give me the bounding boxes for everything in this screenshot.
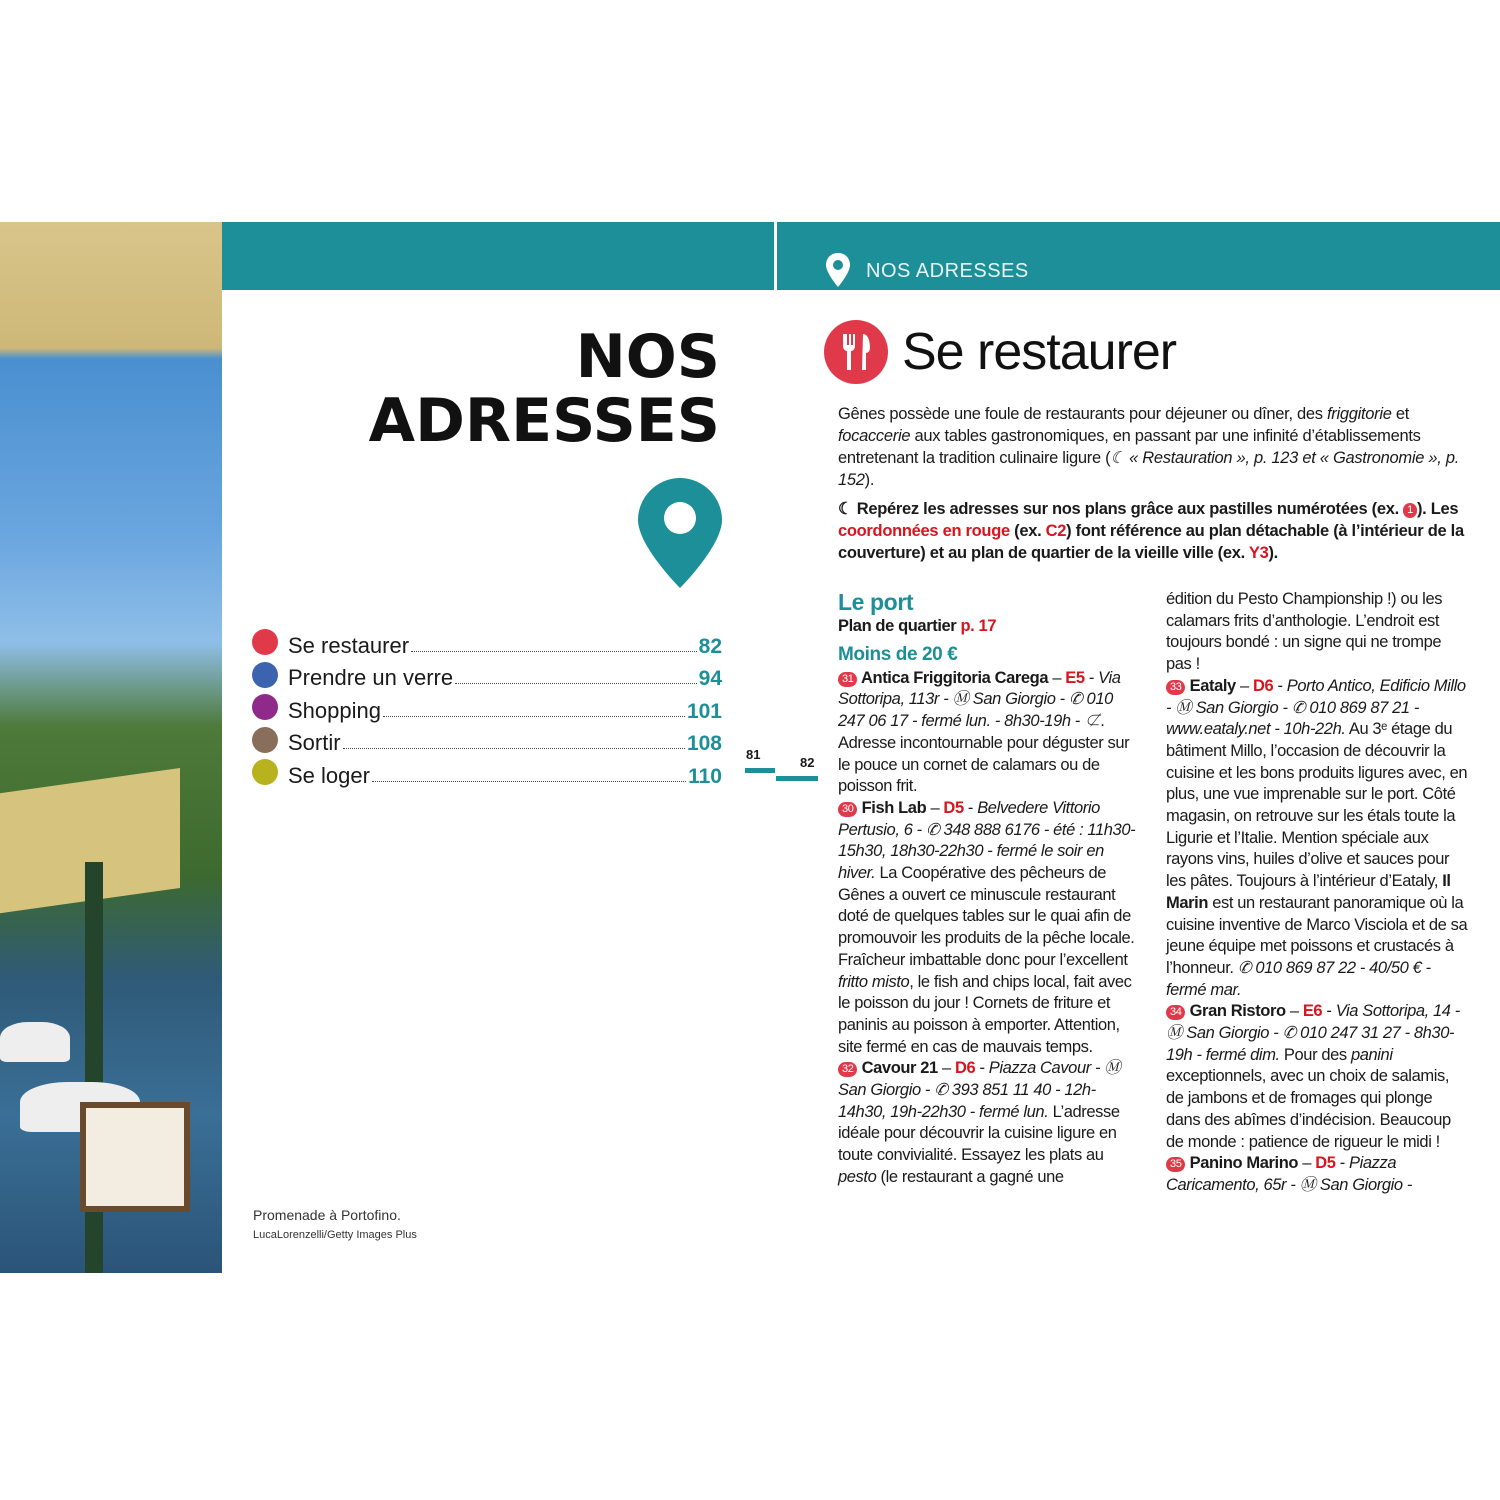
text-run: focaccerie xyxy=(838,427,911,445)
text-run: - xyxy=(1084,668,1099,687)
map-coordinate: D6 xyxy=(954,1059,976,1078)
paragraph xyxy=(838,1058,1138,1188)
paragraph xyxy=(838,588,1138,616)
text-run: panini xyxy=(1350,1045,1393,1064)
text-run: ). xyxy=(1268,544,1278,562)
map-pin-icon xyxy=(638,478,722,588)
text-run: ✆ 010 869 87 22 - 40/50 € - fermé mar. xyxy=(1166,958,1431,999)
text-run: – xyxy=(1048,668,1066,687)
paragraph xyxy=(838,798,1138,1058)
paragraph xyxy=(1166,676,1470,1002)
leader-dots xyxy=(411,651,697,652)
toc-page: 101 xyxy=(686,699,722,723)
text-run: – xyxy=(937,1059,955,1078)
toc-page: 108 xyxy=(686,732,722,755)
address-number-badge: 30 xyxy=(838,802,857,817)
leader-dots xyxy=(343,748,685,749)
paragraph xyxy=(838,403,1478,491)
page-marker xyxy=(776,776,818,781)
text-run: - xyxy=(975,1059,989,1078)
theater-mask-icon xyxy=(252,727,278,753)
page-number: 81 xyxy=(746,747,761,762)
text-run: ). Les xyxy=(1416,500,1459,518)
map-coordinate: C2 xyxy=(1045,522,1067,540)
fork-knife-icon xyxy=(252,629,278,655)
map-coordinate: D6 xyxy=(1253,676,1274,695)
text-run: Via Sottoripa, 113r - Ⓜ San Giorgio - ✆ 010 247 06 17 - fermé lun. - 8h30-19h - ⊄ xyxy=(838,668,1121,731)
address-number-badge: 1 xyxy=(1403,503,1417,518)
text-run: Au 3ᵉ étage du bâtiment Millo, l’occasion de découvrir la cuisine et les bons produits ligures avec, en plus, une vue imprenable sur le port. Côté magasin, on retrouve sur les étals toute la Ligurie et l’Italie. Mention spéciale aux rayons vins, huiles d’olive et sauces pour les pâtes. Toujours à l’intérieur d’Eataly, xyxy=(1166,720,1468,891)
address-number-badge: 31 xyxy=(838,672,857,687)
text-column-2 xyxy=(1166,589,1470,1197)
address-number-badge: 32 xyxy=(838,1062,857,1077)
text-run: fritto misto xyxy=(838,972,910,991)
chair xyxy=(80,1102,190,1212)
text-run: Il Marin xyxy=(1166,872,1451,912)
map-pin-icon xyxy=(826,253,850,287)
toc-label: Se restaurer xyxy=(288,632,410,658)
text-run: aux tables gastronomiques, en passant par une infinité d’établissements entretenant la tradition culinaire ligure ( xyxy=(838,427,1421,467)
title-line: NOS xyxy=(575,322,720,392)
toc-item[interactable] xyxy=(252,724,722,757)
table-of-contents xyxy=(252,626,722,789)
map-coordinate: coordonnées en rouge xyxy=(838,522,1010,540)
map-coordinate: D5 xyxy=(943,798,964,817)
text-run: exceptionnels, avec un choix de salamis, de jambons et de fromages qui plonge dans des abîmes d’indécision. Beaucoup de monde : patience de rigueur le midi ! xyxy=(1166,1067,1451,1151)
address-number-badge: 35 xyxy=(1166,1157,1185,1172)
text-run: . Adresse incontournable pour déguster sur le pouce un cornet de calamars ou de poisson frit. xyxy=(838,712,1130,796)
text-run: Cavour 21 xyxy=(857,1059,938,1078)
text-run: (le restaurant a gagné une xyxy=(876,1167,1064,1186)
page-number: 82 xyxy=(800,755,815,770)
text-run: La Coopérative des pêcheurs de Gênes a ouvert ce minuscule restaurant doté de quelques tables sur le quai afin de promouvoir les produits de la pêche locale. Fraîcheur imbattable donc pour l’excellent xyxy=(838,864,1135,969)
text-run: - xyxy=(963,798,978,817)
map-coordinate: p. 17 xyxy=(960,617,997,635)
leader-dots xyxy=(383,716,685,717)
paragraph xyxy=(1166,1153,1470,1196)
map-coordinate: E5 xyxy=(1065,668,1085,687)
text-run: ☾ « Restauration », p. 123 et « Gastronomie », p. 152 xyxy=(838,449,1459,489)
text-run: Piazza Cavour - Ⓜ San Giorgio - ✆ 393 851 11 40 - 12h-14h30, 19h-22h30 - fermé lun. xyxy=(838,1059,1121,1121)
section-header xyxy=(824,320,1176,384)
text-run: Gênes possède une foule de restaurants pour déjeuner ou dîner, des xyxy=(838,405,1328,423)
text-column-1 xyxy=(838,588,1138,1189)
text-run: Via Sottoripa, 14 - Ⓜ San Giorgio - ✆ 010 247 31 27 - 8h30-19h - fermé dim. xyxy=(1166,1002,1460,1064)
toc-label: Prendre un verre xyxy=(288,665,454,690)
address-number-badge: 34 xyxy=(1166,1005,1185,1020)
text-run: Plan de quartier xyxy=(838,617,961,635)
text-run: , le fish and chips local, fait avec le poisson du jour ! Cornets de friture et paninis au poisson à emporter. Attention, site fermé en cas de mauvais temps. xyxy=(838,972,1132,1056)
toc-page: 82 xyxy=(698,634,722,658)
text-run: Fish Lab xyxy=(857,798,927,817)
text-run: Porto Antico, Edificio Millo - Ⓜ San Giorgio - ✆ 010 869 87 21 - www.eataly.net - 10h-22h. xyxy=(1166,676,1466,739)
map-coordinate: E6 xyxy=(1302,1002,1323,1021)
toc-label: Shopping xyxy=(288,697,381,723)
text-run: ). xyxy=(864,471,875,489)
toc-label: Se loger xyxy=(288,762,370,788)
toc-label: Sortir xyxy=(288,730,341,755)
text-run: ) font référence au plan détachable (à l’intérieur de la couverture) et au plan de quartier de la vieille ville (ex. xyxy=(838,522,1464,562)
text-run: Pour des xyxy=(1279,1045,1351,1064)
text-run: (ex. xyxy=(1009,522,1046,540)
text-run: et xyxy=(1391,405,1410,423)
fork-knife-icon xyxy=(824,320,888,384)
header-band-title: NOS ADRESSES xyxy=(866,260,1029,282)
bed-icon xyxy=(252,759,278,785)
photo-caption: Promenade à Portofino. xyxy=(253,1207,401,1223)
paragraph xyxy=(838,642,1138,668)
text-run: Gran Ristoro xyxy=(1185,1002,1286,1021)
text-run: ☾ Repérez les adresses sur nos plans grâce aux pastilles numérotées (ex. xyxy=(838,500,1404,518)
address-number-badge: 33 xyxy=(1166,680,1185,695)
text-run: - xyxy=(1273,676,1287,695)
paragraph xyxy=(838,616,1138,638)
toc-page: 94 xyxy=(698,667,722,690)
paragraph xyxy=(838,498,1478,564)
text-run: friggitorie xyxy=(1327,405,1392,423)
leader-dots xyxy=(372,781,686,782)
photo-credit: LucaLorenzelli/Getty Images Plus xyxy=(253,1229,417,1241)
text-run: Belvedere Vittorio Pertusio, 6 - ✆ 348 888 6176 - été : 11h30-15h30, 18h30-22h30 - fermé le soir en hiver. xyxy=(838,798,1136,883)
header-band-left xyxy=(222,222,774,290)
intro-text xyxy=(838,403,1478,571)
paragraph xyxy=(1166,1001,1470,1153)
toc-item[interactable] xyxy=(252,756,722,789)
map-coordinate: D5 xyxy=(1315,1154,1336,1173)
shopping-bag-icon xyxy=(252,694,278,720)
toc-item[interactable] xyxy=(252,659,722,692)
section-title: Se restaurer xyxy=(902,323,1177,381)
text-run: édition du Pesto Championship !) ou les calamars frits d’anthologie. L’endroit est toujours bondé : un signe qui ne trompe pas ! xyxy=(1166,590,1443,674)
toc-item[interactable] xyxy=(252,691,722,724)
text-run: – xyxy=(1298,1154,1316,1173)
boat xyxy=(0,1022,70,1062)
text-run: - xyxy=(1322,1002,1336,1021)
text-run: Antica Friggitoria Carega xyxy=(857,668,1049,687)
text-run: Piazza Caricamento, 65r - Ⓜ San Giorgio - xyxy=(1166,1154,1412,1194)
toc-item[interactable] xyxy=(252,626,722,659)
text-run: - xyxy=(1335,1154,1350,1173)
map-coordinate: Y3 xyxy=(1248,544,1269,562)
text-run: L’adresse idéale pour découvrir la cuisine ligure en toute convivialité. Essayez les plats au xyxy=(838,1102,1120,1165)
drink-icon xyxy=(252,662,278,688)
text-run: pesto xyxy=(838,1167,877,1186)
leader-dots xyxy=(455,683,697,684)
toc-page: 110 xyxy=(688,764,722,788)
page-marker xyxy=(745,768,775,773)
text-run: – xyxy=(926,798,944,817)
section-heading: Moins de 20 € xyxy=(838,643,958,665)
page-title xyxy=(368,322,720,456)
portofino-photo xyxy=(0,222,222,1273)
paragraph xyxy=(838,668,1138,798)
title-line: ADRESSES xyxy=(368,386,720,456)
text-run: Panino Marino xyxy=(1185,1154,1299,1173)
text-run: – xyxy=(1285,1002,1303,1021)
text-run: est un restaurant panoramique où la cuisine inventive de Marco Visciola et de sa jeune équipe met poissons et crustacés à l’honneur. xyxy=(1166,893,1468,977)
paragraph xyxy=(1166,589,1470,676)
text-run: – xyxy=(1235,676,1253,695)
text-run: Eataly xyxy=(1185,676,1236,695)
section-heading: Le port xyxy=(838,589,914,615)
